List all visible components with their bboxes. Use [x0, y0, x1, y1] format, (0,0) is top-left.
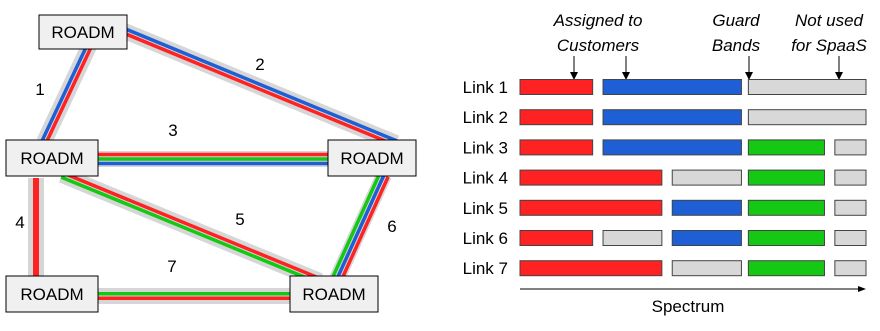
spectrum-row-3	[463, 138, 866, 157]
spectrum-block-blue	[603, 110, 741, 125]
link-4-label: 4	[15, 213, 25, 232]
link-6-label: 6	[387, 217, 397, 236]
spectrum-row-label: Link 6	[462, 229, 508, 248]
header-guard-line2: Bands	[711, 36, 761, 55]
roadm-node-nw	[39, 15, 127, 49]
spectrum-block-green	[748, 200, 824, 215]
link-5-fiber-green	[61, 177, 319, 283]
link-1-label: 1	[35, 80, 45, 99]
link-3-label: 3	[168, 121, 178, 140]
link-2-fiber-red	[109, 27, 395, 145]
spectrum-block-gray	[835, 261, 866, 276]
spectrum-row-7	[463, 259, 866, 278]
link-2-label: 2	[255, 55, 265, 74]
header-assigned-line2: Customers	[556, 36, 640, 55]
spectrum-block-green	[748, 261, 824, 276]
spectrum-block-gray	[835, 200, 866, 215]
spectrum-axis-arrowhead	[858, 286, 866, 292]
spectrum-row-label: Link 1	[462, 78, 508, 97]
spectrum-row-label: Link 7	[462, 259, 508, 279]
link-6-fiber-green	[332, 173, 380, 279]
spectrum-block-red	[520, 170, 662, 185]
header-unused-line2: for SpaaS	[791, 36, 867, 55]
spectrum-block-gray	[748, 80, 866, 95]
spectrum-row-4	[463, 169, 866, 188]
spectrum-row-label: Link 3	[462, 138, 508, 158]
spectrum-block-red	[520, 231, 593, 246]
roadm-node-label: ROADM	[51, 23, 115, 42]
roadm-node-w	[6, 140, 98, 176]
spectrum-block-gray	[672, 170, 741, 185]
link-1-tube	[44, 40, 92, 142]
roadm-node-label: ROADM	[20, 149, 84, 168]
spectrum-block-red	[520, 261, 662, 276]
roadm-node-sw	[6, 276, 98, 312]
spectrum-row-2	[463, 108, 866, 127]
spectrum-axis-label: Spectrum	[651, 297, 725, 316]
spectrum-block-red	[520, 200, 662, 215]
spectrum-row-1	[463, 78, 866, 97]
spectrum-block-green	[748, 140, 824, 155]
spectrum-axis	[520, 286, 866, 316]
link-2-tube	[110, 25, 396, 143]
link-5-tube	[62, 175, 320, 281]
spectrum-headers	[553, 11, 868, 80]
roadm-node-s	[290, 276, 378, 312]
spectrum-block-red	[520, 110, 593, 125]
roadm-node-label: ROADM	[20, 285, 84, 304]
spectrum-block-gray	[835, 140, 866, 155]
spectrum-block-blue	[672, 231, 741, 246]
spectrum-block-blue	[672, 200, 741, 215]
link-5-fiber-red	[63, 173, 321, 279]
spectrum-table	[463, 11, 868, 316]
spectrum-block-gray	[672, 261, 741, 276]
spectrum-row-5	[463, 199, 866, 218]
link-5-label: 5	[235, 210, 245, 229]
spectrum-row-label: Link 4	[462, 168, 508, 188]
link-7-label: 7	[167, 257, 177, 276]
header-guard-line1: Guard	[712, 11, 760, 30]
spectrum-block-green	[748, 170, 824, 185]
spectrum-block-gray	[835, 231, 866, 246]
spectrum-row-label: Link 5	[462, 198, 508, 218]
header-assigned-line1: Assigned to	[553, 11, 643, 30]
link-1-fiber-red	[46, 41, 94, 143]
spectrum-block-gray	[603, 231, 662, 246]
link-1-fiber-blue	[42, 39, 90, 141]
header-unused-line1: Not used	[794, 11, 864, 30]
spectrum-block-gray	[835, 170, 866, 185]
spectrum-block-red	[520, 80, 593, 95]
link-6-fiber-red	[340, 177, 388, 283]
spectrum-block-gray	[748, 110, 866, 125]
link-6-fiber-blue	[336, 175, 384, 281]
roadm-node-label: ROADM	[302, 285, 366, 304]
header-pointer-arrows	[570, 56, 843, 80]
spectrum-block-blue	[603, 140, 741, 155]
spectrum-rows	[463, 78, 866, 278]
spectrum-row-6	[463, 229, 866, 248]
roadm-node-label: ROADM	[340, 149, 404, 168]
roadm-node-e	[328, 140, 416, 176]
link-2-fiber-blue	[111, 23, 397, 141]
spectrum-block-red	[520, 140, 593, 155]
spectrum-block-green	[748, 231, 824, 246]
spectrum-row-label: Link 2	[462, 108, 508, 128]
spectrum-block-blue	[603, 80, 741, 95]
